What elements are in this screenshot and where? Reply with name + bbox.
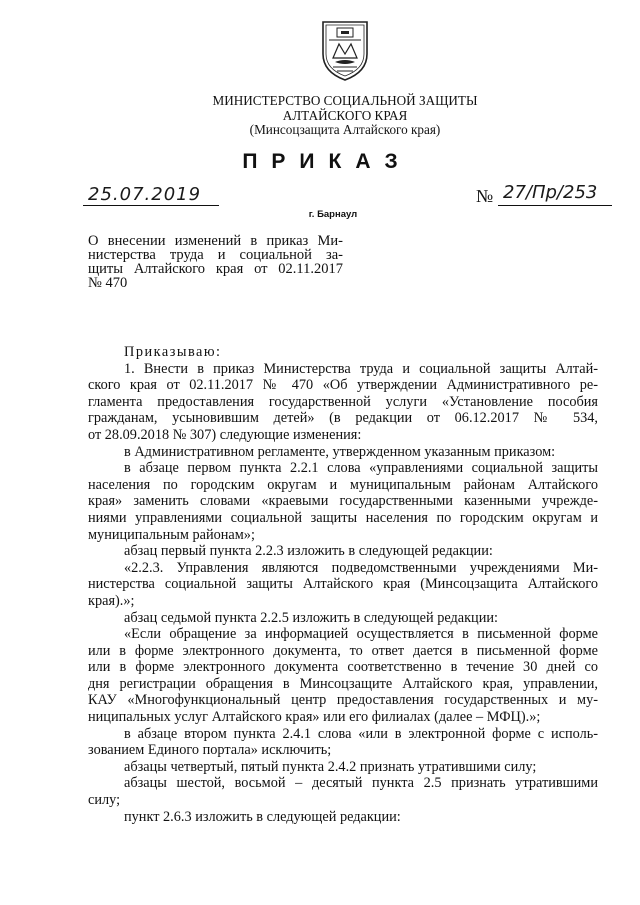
body-line: края).»; [88,592,135,609]
number-underline [498,205,612,206]
body-line: ниями управлениями социальной защиты населения по городским округам и [88,509,598,526]
body-line: ниципальных услуг Алтайского края» или его филиалах (далее – МФЦ).»; [88,709,541,726]
body-line: гражданам, усыновившим детей» (в редакции от 06.12.2017 № 534, [88,410,598,427]
body-line: абзацы шестой, восьмой – десятый пункта 2.5 признать утратившими [124,775,598,792]
body-line: абзацы четвертый, пятый пункта 2.4.2 признать утратившими силу; [124,758,537,775]
date-underline [83,205,219,206]
body-line: в абзаце втором пункта 2.4.1 слова «или в электронной форме с исполь- [124,725,598,742]
body-line: муниципальным районам»; [88,526,255,543]
body-line: «2.2.3. Управления являются подведомственными учреждениями Ми- [124,559,598,576]
ministry-region: АЛТАЙСКОГО КРАЯ [282,107,408,123]
body-line: КАУ «Многофункциональный центр предоставления государственных и му- [88,692,598,709]
body-line: от 28.09.2018 № 307) следующие изменения: [88,426,362,443]
body-line: нистерства социальной защиты Алтайского края (Минсоцзащита Алтайского [88,576,598,593]
body-line: гламента предоставления государственной услуги «Установление пособия [88,393,598,410]
order-number-handwritten: 27/Пр/253 [503,182,598,203]
body-line: ского края от 02.11.2017 № 470 «Об утверждении Административного ре- [88,377,598,394]
body-line: или в форме электронного документа, то ответ дается в письменной форме [88,642,598,659]
city-label: г. Барнаул [308,209,358,220]
coat-of-arms-emblem-icon [315,14,375,84]
body-line: или в форме электронного документа соответственно в течение 30 дней со [88,659,598,676]
body-line: края» заменить словами «краевыми государственными казенными учрежде- [88,493,598,510]
subject-line: нистерства труда и социальной за- [88,247,343,263]
number-sign: № [476,186,494,206]
order-lead: Приказываю: [124,344,222,360]
ministry-block [150,94,540,138]
ministry-name: МИНИСТЕРСТВО СОЦИАЛЬНОЙ ЗАЩИТЫ [212,93,478,108]
body-line: 1. Внести в приказ Министерства труда и социальной защиты Алтай- [124,360,598,377]
order-date-handwritten: 25.07.2019 [88,184,202,205]
body-line: в Административном регламенте, утвержденном указанным приказом: [124,443,556,460]
document-type-title: ПРИКАЗ [242,150,412,173]
body-line: абзац первый пункта 2.2.3 изложить в следующей редакции: [124,543,493,560]
subject-line: № 470 [88,275,128,291]
body-line: пункт 2.6.3 изложить в следующей редакции: [124,808,401,825]
body-line: населения по городским округам и муниципальным районам Алтайского [88,476,598,493]
body-line: дня регистрации обращения в Минсоцзащите Алтайского края, управлении, [88,675,598,692]
body-line: «Если обращение за информацией осуществляется в письменной форме [124,626,598,643]
subject-line: О внесении изменений в приказ Ми- [88,233,343,249]
subject-line: щиты Алтайского края от 02.11.2017 [88,261,343,277]
body-line: зованием Единого портала» исключить; [88,742,332,759]
ministry-short-name: (Минсоцзащита Алтайского края) [249,122,441,137]
body-line: абзац седьмой пункта 2.2.5 изложить в следующей редакции: [124,609,498,626]
body-line: в абзаце первом пункта 2.2.1 слова «управлениями социальной защиты [124,460,598,477]
order-body [88,344,598,825]
order-subject [88,234,343,290]
body-line: силу; [88,792,121,809]
